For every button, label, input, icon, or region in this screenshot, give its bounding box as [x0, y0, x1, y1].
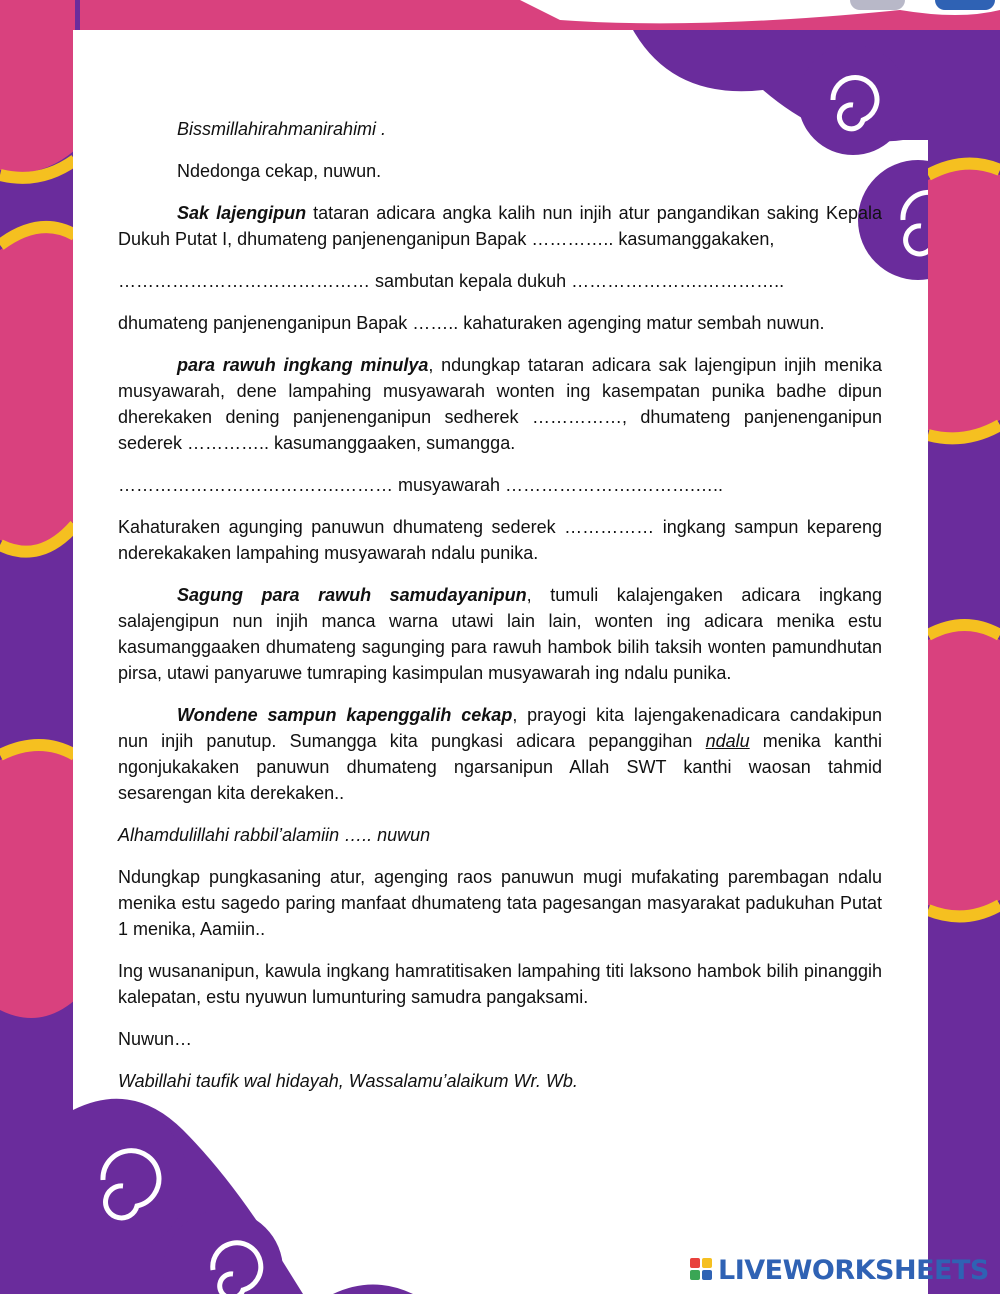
paragraph-closing-1: Ndungkap pungkasaning atur, agenging raos panuwun mugi mufakating parembagan ndalu menika estu sagedo paring manfaat dhumateng tata pagesangan masyarakat padukuhan Putat 1 menika, Aamiin.. [118, 867, 882, 939]
paragraph-3 [118, 352, 882, 456]
paragraph-thanks-1: dhumateng panjenenganipun Bapak …….. kahaturaken agenging matur sembah nuwun. [118, 313, 825, 333]
header-badge-left [850, 0, 905, 10]
paragraph-5-underlined: ndalu [705, 731, 750, 751]
paragraph-thanks-2: Kahaturaken agunging panuwun dhumateng sederek …………… ingkang sampun kepareng nderekakaken lampahing musyawarah ndalu punika. [118, 517, 882, 563]
paragraph-3-lead: para rawuh ingkang minulya [177, 355, 429, 375]
paragraph-5-text: , prayogi kita lajengakenadicara candakipun nun injih panutup. Sumangga kita pungkasi adicara pepanggihan [118, 705, 882, 751]
paragraph-3-text: , ndungkap tataran adicara sak lajengipun injih menika musyawarah, dene lampahing musyawarah wonten ing kasempatan punika badhe dipun dherekaken dening panjenenganipun sedherek ……………, dhumateng panjenenganipun sederek ………….. kasumanggaaken, sumangga. [118, 355, 882, 453]
paragraph-2-text: tataran adicara angka kalih nun injih atur pangandikan saking Kepala Dukuh Putat I, dhumateng panjenenganipun Bapak ………….. kasumanggakaken, [118, 203, 883, 249]
nuwun-line: Nuwun… [118, 1029, 193, 1049]
paragraph-5 [118, 702, 882, 806]
closing-salam: Wabillahi taufik wal hidayah, Wassalamu’alaikum Wr. Wb. [118, 1071, 578, 1091]
paragraph-greeting: Ndedonga cekap, nuwun. [177, 161, 382, 181]
liveworksheets-logo-icon [690, 1258, 714, 1282]
paragraph-5-end: menika kanthi ngonjukakaken panuwun dhumateng ngarsanipun Allah SWT kanthi waosan tahmid sesarengan kita derekaken.. [118, 731, 882, 803]
paragraph-closing-2: Ing wusananipun, kawula ingkang hamratitisaken lampahing titi laksono hambok bilih pinanggih kalepatan, estu nyuwun lumunturing samudra pangaksami. [118, 961, 882, 1007]
logo-text: LIVEWORKSHEETS [718, 1254, 989, 1286]
document-body [118, 116, 882, 1110]
paragraph-4 [118, 582, 882, 686]
paragraph-4-lead: Sagung para rawuh samudayanipun [177, 585, 527, 605]
paragraph-4-text: , tumuli kalajengaken adicara ingkang salajengipun nun injih manca warna utawi lain lain, wonten ing adicara menika estu kasumanggaaken dhumateng sagunging para rawuh hambok bilih taksih wonten pamundhutan pirsa, utawi panyaruwe tumraping kasimpulan musyawarah ing ndalu punika. [118, 585, 882, 683]
fill-line-musyawarah: ……………………………….……… musyawarah ………………….……….….. [118, 475, 724, 495]
paragraph-5-lead: Wondene sampun kapenggalih cekap [177, 705, 513, 725]
header-badge-right [935, 0, 995, 10]
paragraph-2-lead: Sak lajengipun [177, 203, 307, 223]
opening-basmalah: Bissmillahirahmanirahimi . [177, 119, 387, 139]
hamdalah-line: Alhamdulillahi rabbil’alamiin ….. nuwun [118, 825, 431, 845]
liveworksheets-logo[interactable] [690, 1255, 989, 1285]
paragraph-2 [118, 200, 882, 252]
fill-line-sambutan: …………………………………… sambutan kepala dukuh ………………….………….. [118, 271, 785, 291]
